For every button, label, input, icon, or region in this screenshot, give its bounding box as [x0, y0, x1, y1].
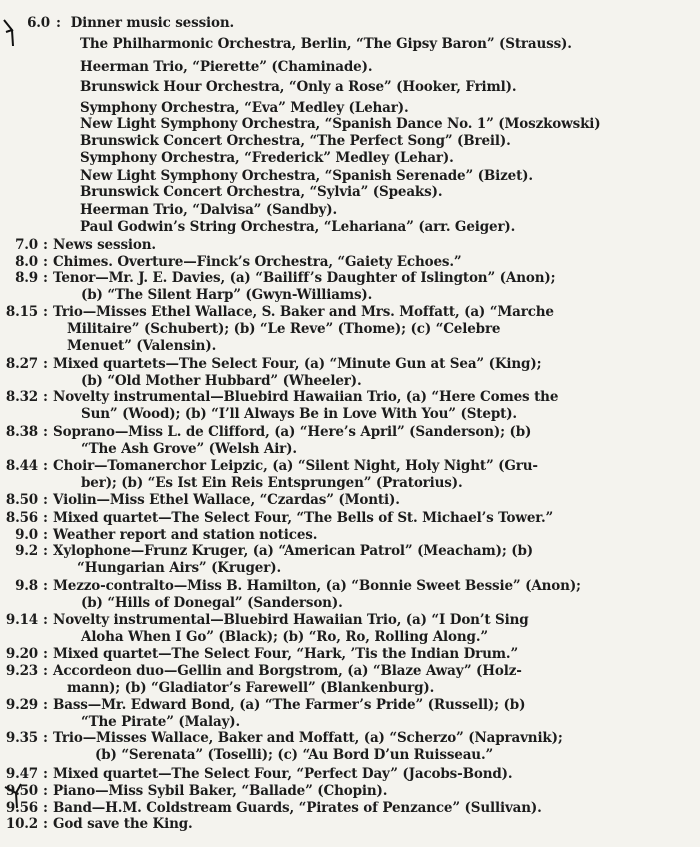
- entry-text: : News session.: [43, 237, 156, 253]
- dinner-item: Symphony Orchestra, “Frederick” Medley (Lehar).: [80, 150, 454, 166]
- entry-text: : Mezzo-contralto—Miss B. Hamilton, (a) “Bonnie Sweet Bessie” (Anon); (b) “Hills of Donegal” (Sanderson).: [43, 578, 581, 612]
- entry-text: : Mixed quartets—The Select Four, (a) “Minute Gun at Sea” (King); (b) “Old Mother Hubbard” (Wheeler).: [43, 356, 542, 390]
- entry-time: 8.32: [5, 389, 38, 405]
- dinner-item: Brunswick Hour Orchestra, “Only a Rose” (Hooker, Friml).: [80, 79, 517, 95]
- dinner-item: Brunswick Concert Orchestra, “The Perfect Song” (Breil).: [80, 133, 511, 149]
- entry-time: 9.56: [5, 800, 38, 816]
- dinner-item: Heerman Trio, “Pierette” (Chaminade).: [80, 59, 373, 75]
- entry-time: 8.15: [5, 304, 38, 320]
- entry-time: 8.27: [5, 356, 38, 372]
- entry-time: 9.35: [5, 730, 38, 746]
- entry-text: : Novelty instrumental—Bluebird Hawaiian Trio, (a) “I Don’t Sing Aloha When I Go” (Black); (b) “Ro, Ro, Rolling Along.”: [43, 612, 529, 646]
- entry-time: 9.47: [5, 766, 38, 782]
- entry-text: : Bass—Mr. Edward Bond, (a) “The Farmer’s Pride” (Russell); (b) “The Pirate” (Malay).: [43, 697, 526, 731]
- entry-time: 9.23: [5, 663, 38, 679]
- entry-text: : Accordeon duo—Gellin and Borgstrom, (a) “Blaze Away” (Holz- mann); (b) “Gladiator’s Farewell” (Blankenburg).: [43, 663, 522, 697]
- entry-text: : Mixed quartet—The Select Four, “Perfect Day” (Jacobs-Bond).: [43, 766, 513, 782]
- entry-time: 7.0: [15, 237, 38, 253]
- entry-time: 8.38: [5, 424, 38, 440]
- entry-time: 8.44: [5, 458, 38, 474]
- dinner-item: Heerman Trio, “Dalvisa” (Sandby).: [80, 202, 337, 218]
- entry-text: : Soprano—Miss L. de Clifford, (a) “Here’s April” (Sanderson); (b) “The Ash Grove” (Welsh Air).: [43, 424, 532, 458]
- entry-time: 9.50: [5, 783, 38, 799]
- entry-time: 9.8: [15, 578, 38, 594]
- entry-text: : Mixed quartet—The Select Four, “Hark, ’Tis the Indian Drum.”: [43, 646, 519, 662]
- entry-text: : Piano—Miss Sybil Baker, “Ballade” (Chopin).: [43, 783, 388, 799]
- dinner-item: New Light Symphony Orchestra, “Spanish Serenade” (Bizet).: [80, 168, 533, 184]
- entry-time: 9.0: [15, 527, 38, 543]
- dinner-item: Brunswick Concert Orchestra, “Sylvia” (Speaks).: [80, 184, 443, 200]
- entry-text: : Trio—Misses Wallace, Baker and Moffatt, (a) “Scherzo” (Napravnik); (b) “Serenata” (Toselli); (c) “Au Bord D’un Ruisseau.”: [43, 730, 563, 764]
- entry-text: : Trio—Misses Ethel Wallace, S. Baker and Mrs. Moffatt, (a) “Marche Militaire” (Schubert); (b) “Le Reve” (Thome); (c) “Celebre Menuet” (Valensin).: [43, 304, 554, 355]
- entry-text: : Chimes. Overture—Finck’s Orchestra, “Gaiety Echoes.”: [43, 254, 462, 270]
- dinner-item: New Light Symphony Orchestra, “Spanish Dance No. 1” (Moszkowski): [80, 116, 601, 132]
- entry-time: 9.14: [5, 612, 38, 628]
- entry-time: 6.0: [27, 15, 50, 31]
- entry-time: 9.2: [15, 543, 38, 559]
- entry-text: : Dinner music session.: [56, 15, 235, 31]
- entry-text: : God save the King.: [43, 816, 193, 832]
- entry-time: 10.2: [5, 816, 38, 832]
- entry-time: 9.29: [5, 697, 38, 713]
- entry-text: : Mixed quartet—The Select Four, “The Bells of St. Michael’s Tower.”: [43, 510, 554, 526]
- entry-time: 8.56: [5, 510, 38, 526]
- dinner-item: The Philharmonic Orchestra, Berlin, “The Gipsy Baron” (Strauss).: [80, 36, 572, 52]
- entry-time: 8.50: [5, 492, 38, 508]
- entry-time: 8.0: [15, 254, 38, 270]
- dinner-item: Symphony Orchestra, “Eva” Medley (Lehar).: [80, 100, 409, 116]
- entry-text: : Weather report and station notices.: [43, 527, 318, 543]
- dinner-item: Paul Godwin’s String Orchestra, “Lehariana” (arr. Geiger).: [80, 219, 516, 235]
- entry-text: : Tenor—Mr. J. E. Davies, (a) “Bailiff’s Daughter of Islington” (Anon); (b) “The Silent Harp” (Gwyn-Williams).: [43, 270, 556, 304]
- entry-text: : Xylophone—Frunz Kruger, (a) “American Patrol” (Meacham); (b) “Hungarian Airs” (Kruger).: [43, 543, 533, 577]
- entry-text: : Band—H.M. Coldstream Guards, “Pirates of Penzance” (Sullivan).: [43, 800, 542, 816]
- entry-text: : Violin—Miss Ethel Wallace, “Czardas” (Monti).: [43, 492, 400, 508]
- entry-time: 9.20: [5, 646, 38, 662]
- entry-text: : Choir—Tomanerchor Leipzic, (a) “Silent Night, Holy Night” (Gru- ber); (b) “Es Ist Ein Reis Entsprungen” (Pratorius).: [43, 458, 538, 492]
- entry-title: Dinner music session.: [70, 15, 235, 31]
- entry-time: 8.9: [15, 270, 38, 286]
- entry-text: : Novelty instrumental—Bluebird Hawaiian Trio, (a) “Here Comes the Sun” (Wood); (b) “I’ll Always Be in Love With You” (Stept).: [43, 389, 559, 423]
